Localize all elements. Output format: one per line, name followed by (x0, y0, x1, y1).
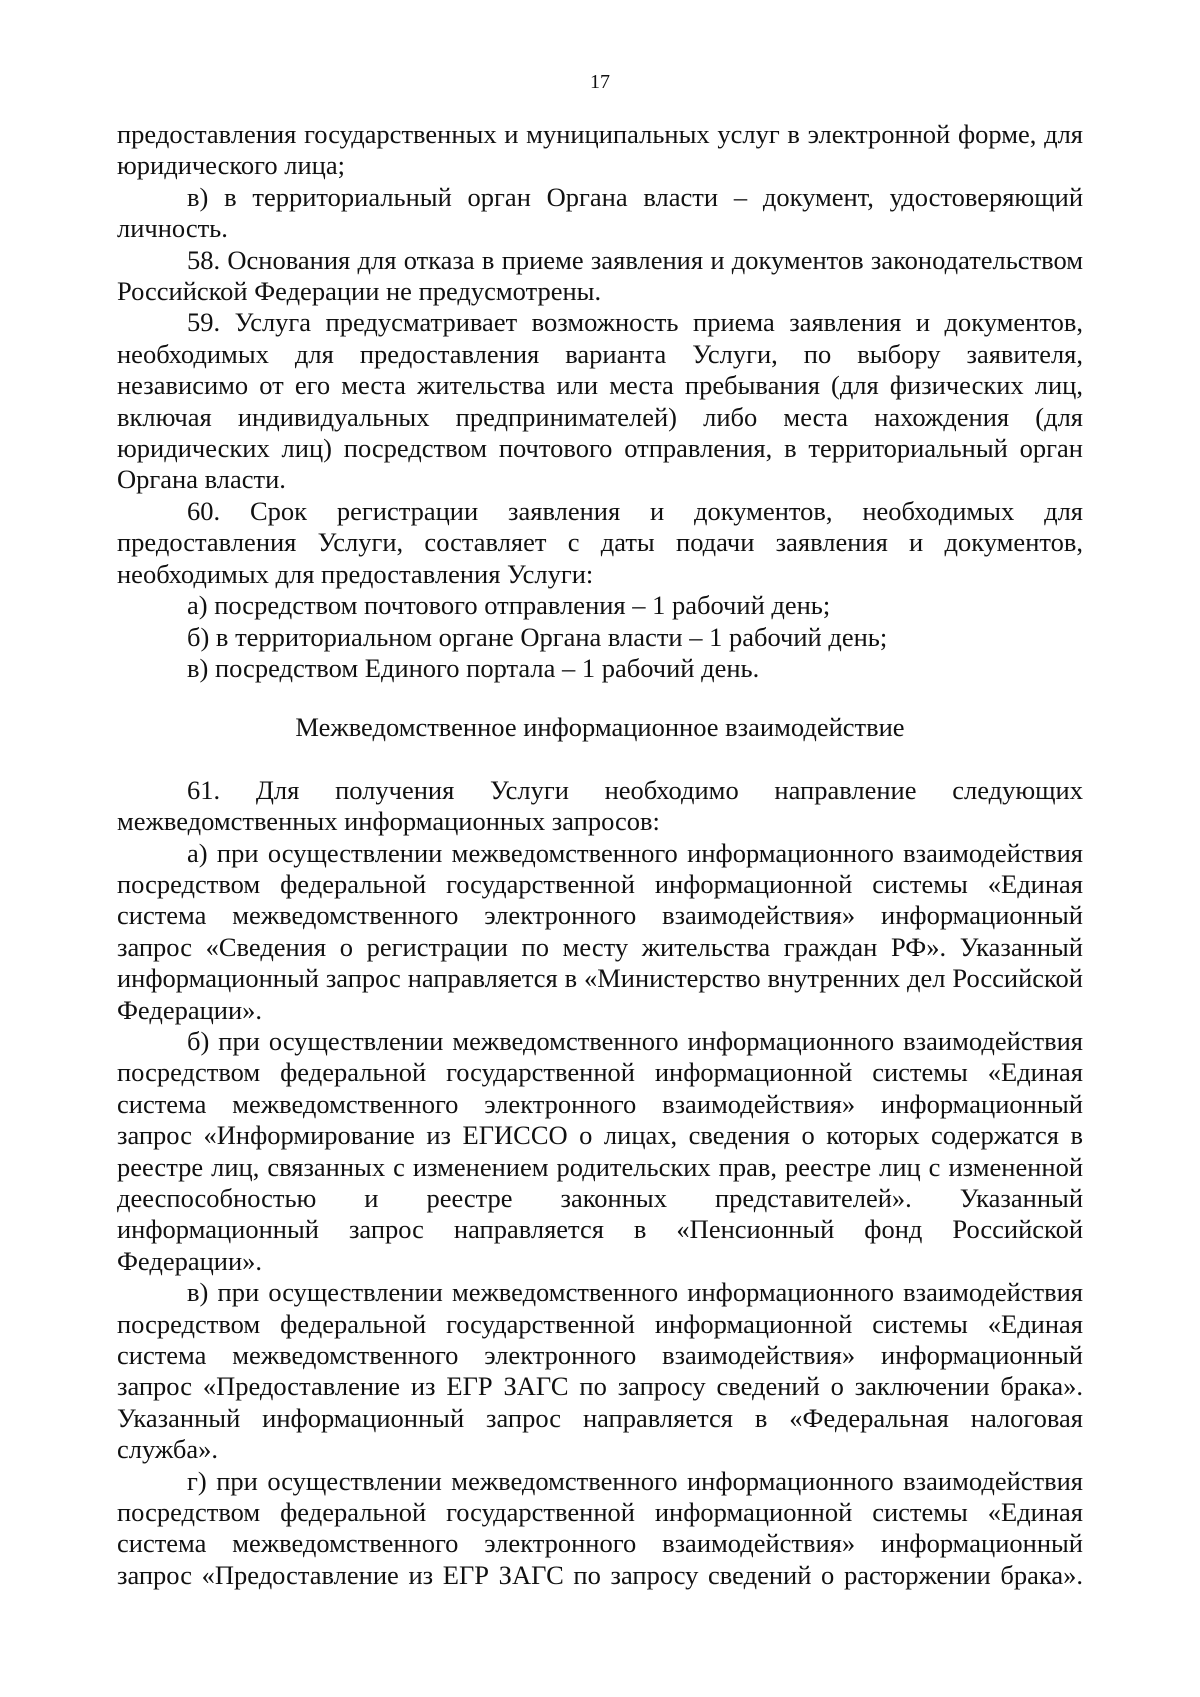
paragraph-61-a: а) при осуществлении межведомственного информационного взаимодействия посредством федеральной государственной информационной системы «Единая система межведомственного электронного взаимодействия» информационный запрос «Сведения о регистрации по месту жительства граждан РФ». Указанный информационный запрос направляется в «Министерство внутренних дел Российской Федерации». (117, 837, 1083, 1025)
paragraph-61-g: г) при осуществлении межведомственного информационного взаимодействия посредством федеральной государственной информационной системы «Единая система межведомственного электронного взаимодействия» информационный запрос «Предоставление из ЕГР ЗАГС по запросу сведений о расторжении брака». (117, 1465, 1083, 1590)
section-title: Межведомственное информационное взаимодействие (295, 712, 905, 743)
paragraph-61: 61. Для получения Услуги необходимо направление следующих межведомственных информационных запросов: (117, 774, 1083, 837)
paragraph-60-v: в) посредством Единого портала – 1 рабочий день. (187, 652, 760, 683)
paragraph-58: 58. Основания для отказа в приеме заявления и документов законодательством Российской Федерации не предусмотрены. (117, 244, 1083, 307)
page-number: 17 (590, 71, 610, 93)
paragraph-61-v: в) при осуществлении межведомственного информационного взаимодействия посредством федеральной государственной информационной системы «Единая система межведомственного электронного взаимодействия» информационный запрос «Предоставление из ЕГР ЗАГС по запросу сведений о заключении брака». Указанный информационный запрос направляется в «Федеральная налоговая служба». (117, 1277, 1083, 1465)
paragraph-61-b: б) при осуществлении межведомственного информационного взаимодействия посредством федеральной государственной информационной системы «Единая система межведомственного электронного взаимодействия» информационный запрос «Информирование из ЕГИССО о лицах, сведения о которых содержатся в реестре лиц, связанных с изменением родительских прав, реестре лиц с измененной дееспособностью и реестре законных представителей». Указанный информационный запрос направляется в «Пенсионный фонд Российской Федерации». (117, 1025, 1083, 1276)
paragraph-60-a: а) посредством почтового отправления – 1 рабочий день; (187, 590, 831, 621)
paragraph-continuation: предоставления государственных и муниципальных услуг в электронной форме, для юридического лица; (117, 119, 1083, 181)
paragraph-59: 59. Услуга предусматривает возможность приема заявления и документов, необходимых для предоставления варианта Услуги, по выбору заявителя, независимо от его места жительства или места пребывания (для физических лиц, включая индивидуальных предпринимателей) либо места нахождения (для юридических лиц) посредством почтового отправления, в территориальный орган Органа власти. (117, 307, 1083, 495)
paragraph-60: 60. Срок регистрации заявления и документов, необходимых для предоставления Услуги, составляет с даты подачи заявления и документов, необходимых для предоставления Услуги: (117, 495, 1083, 589)
paragraph-item-v-identity-document: в) в территориальный орган Органа власти – документ, удостоверяющий личность. (117, 181, 1083, 244)
document-body (117, 119, 1083, 1591)
paragraph-60-b: б) в территориальном органе Органа власти – 1 рабочий день; (187, 621, 888, 652)
